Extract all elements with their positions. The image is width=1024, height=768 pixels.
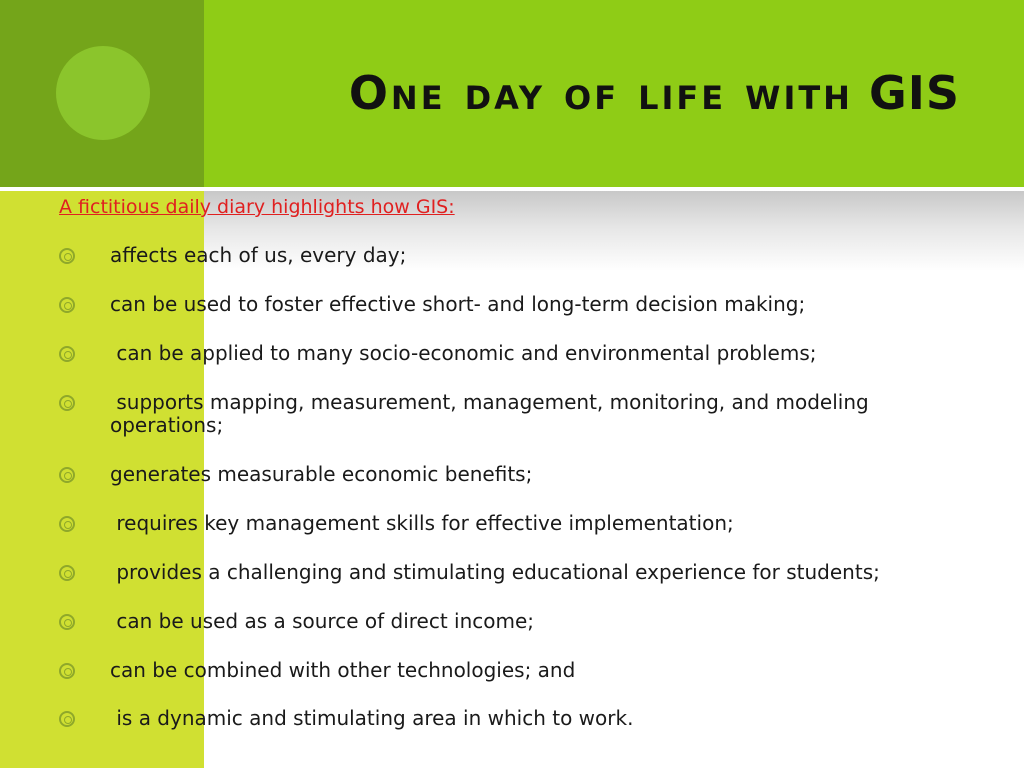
bullet-text: generates measurable economic benefits; <box>110 462 533 486</box>
double-circle-bullet-icon <box>59 614 75 630</box>
double-circle-bullet-icon <box>59 346 75 362</box>
bullet-text: can be applied to many socio-economic and environmental problems; <box>110 341 817 365</box>
circle-decoration <box>56 46 150 140</box>
bullet-text: can be used to foster effective short- and long-term decision making; <box>110 292 806 316</box>
bullet-text: requires key management skills for effective implementation; <box>110 511 734 535</box>
bullet-text: supports mapping, measurement, management, monitoring, and modeling operations; <box>110 390 876 437</box>
bullet-text: is a dynamic and stimulating area in which to work. <box>110 706 634 730</box>
double-circle-bullet-icon <box>59 467 75 483</box>
bullet-text: provides a challenging and stimulating educational experience for students; <box>110 560 880 584</box>
double-circle-bullet-icon <box>59 248 75 264</box>
double-circle-bullet-icon <box>59 565 75 581</box>
double-circle-bullet-icon <box>59 395 75 411</box>
slide-title <box>349 58 960 128</box>
bullet-text: can be used as a source of direct income; <box>110 609 535 633</box>
double-circle-bullet-icon <box>59 663 75 679</box>
slide-body <box>0 191 1024 768</box>
double-circle-bullet-icon <box>59 516 75 532</box>
slide-title-text: One day of life with <box>348 66 853 120</box>
bullet-text: affects each of us, every day; <box>110 243 407 267</box>
double-circle-bullet-icon <box>59 711 75 727</box>
slide-title-acronym: GIS <box>868 66 960 120</box>
bullet-text: can be combined with other technologies; and <box>110 658 576 682</box>
double-circle-bullet-icon <box>59 297 75 313</box>
intro-link: A fictitious daily diary highlights how GIS: <box>59 196 455 218</box>
